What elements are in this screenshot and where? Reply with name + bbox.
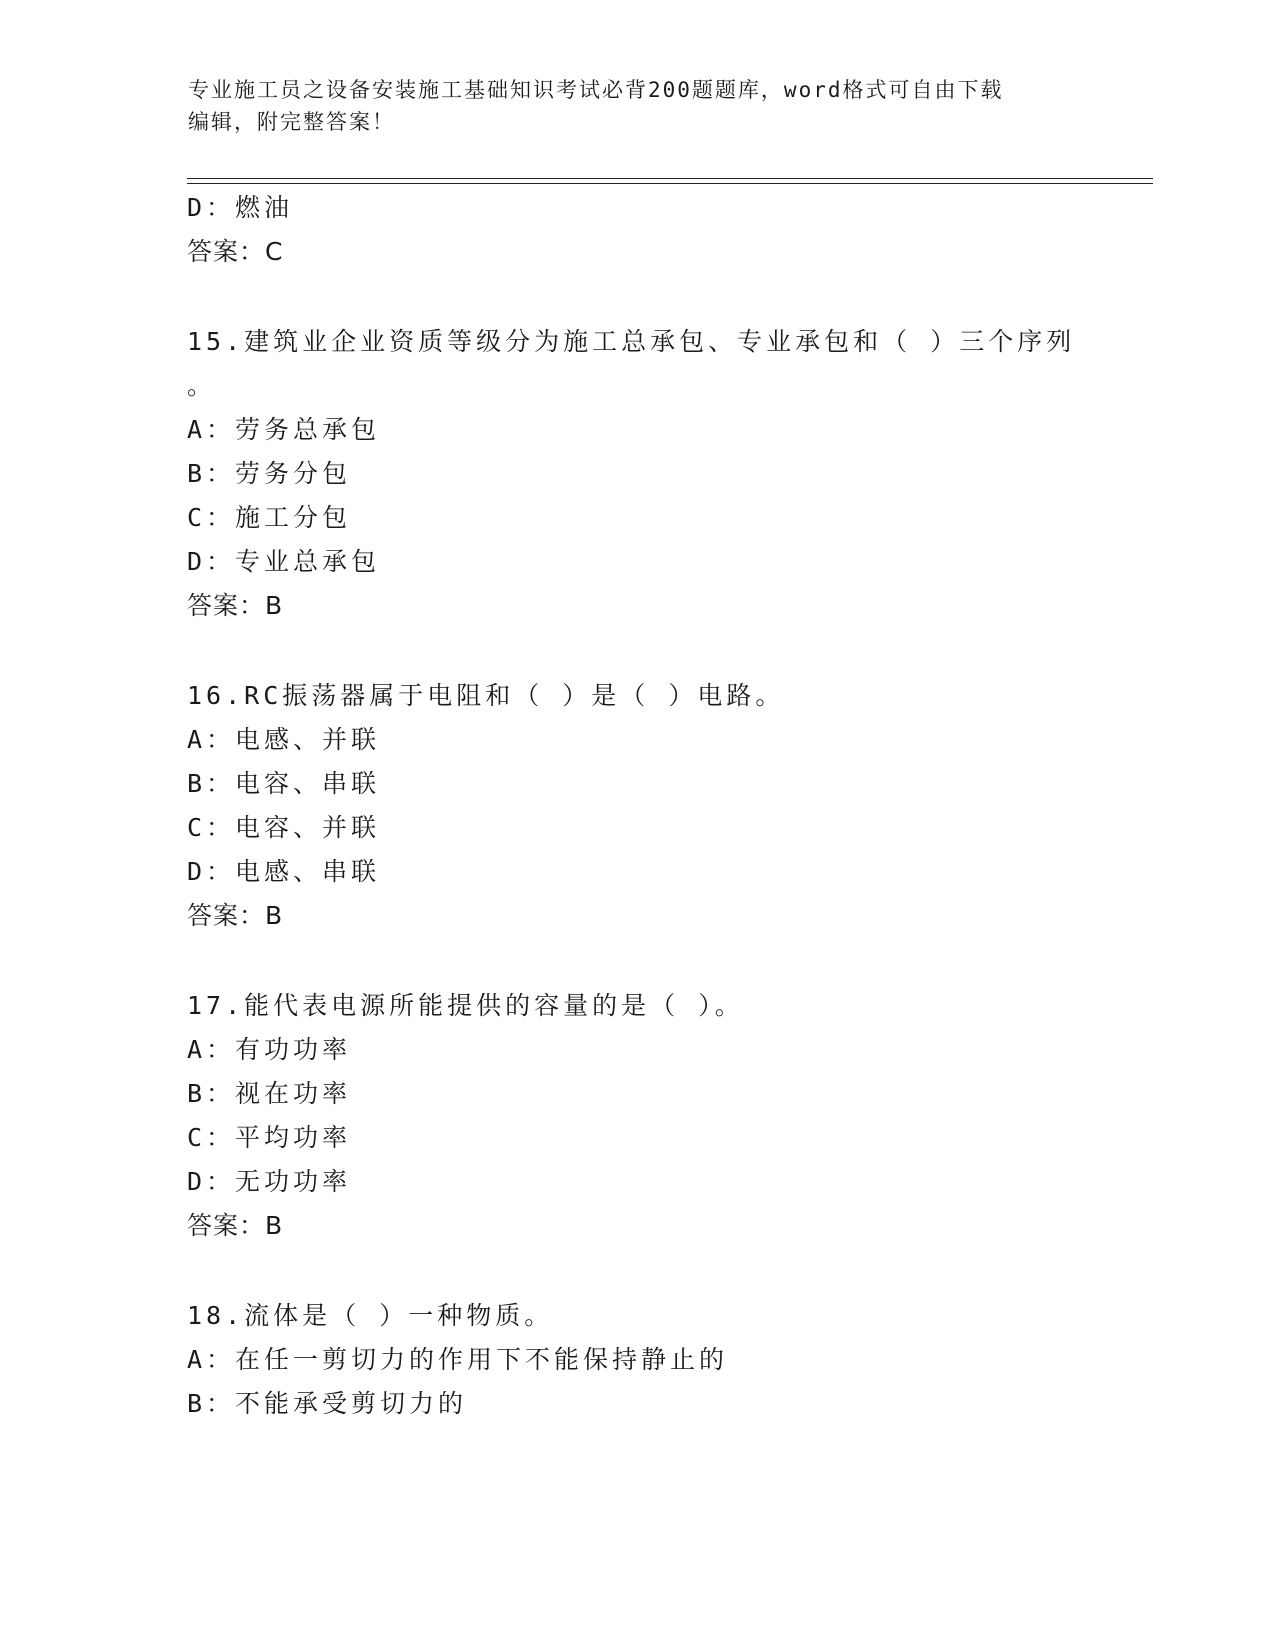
q15-option-a: A：劳务总承包 bbox=[187, 415, 381, 444]
header-title-line-2: 编辑，附完整答案！ bbox=[188, 110, 395, 134]
answer-value: C bbox=[265, 237, 283, 266]
q16-option-d: D：电感、串联 bbox=[187, 857, 381, 886]
q17-option-c: C：平均功率 bbox=[187, 1123, 352, 1152]
document-header bbox=[188, 74, 1078, 138]
prev-answer bbox=[187, 236, 282, 268]
answer-value: B bbox=[265, 901, 283, 930]
q16-stem: 16.RC振荡器属于电阻和（ ）是（ ）电路。 bbox=[187, 681, 785, 710]
q15-option-d: D：专业总承包 bbox=[187, 547, 381, 576]
q16-option-a: A：电感、并联 bbox=[187, 725, 381, 754]
q15-stem-continued: 。 bbox=[187, 371, 217, 400]
answer-label: 答案： bbox=[187, 237, 266, 266]
answer-label: 答案： bbox=[187, 901, 266, 930]
q16-option-b: B：电容、串联 bbox=[187, 769, 381, 798]
q17-stem: 17.能代表电源所能提供的容量的是（ ）。 bbox=[187, 991, 744, 1020]
header-divider-top bbox=[187, 178, 1153, 179]
q17-option-a: A：有功功率 bbox=[187, 1035, 352, 1064]
q17-option-b: B：视在功率 bbox=[187, 1079, 352, 1108]
q15-answer bbox=[187, 590, 282, 622]
q17-answer bbox=[187, 1210, 282, 1242]
answer-value: B bbox=[265, 1211, 283, 1240]
q18-stem: 18.流体是（ ）一种物质。 bbox=[187, 1301, 554, 1330]
answer-label: 答案： bbox=[187, 1211, 266, 1240]
header-divider-bottom bbox=[187, 183, 1153, 184]
prev-option-d: D：燃油 bbox=[187, 193, 294, 222]
answer-value: B bbox=[265, 591, 283, 620]
q17-option-d: D：无功功率 bbox=[187, 1167, 352, 1196]
header-title-line-1: 专业施工员之设备安装施工基础知识考试必背200题题库，word格式可自由下载 bbox=[188, 78, 1004, 102]
q18-option-b: B：不能承受剪切力的 bbox=[187, 1389, 468, 1418]
q15-option-b: B：劳务分包 bbox=[187, 459, 352, 488]
q16-answer bbox=[187, 900, 282, 932]
q18-option-a: A：在任一剪切力的作用下不能保持静止的 bbox=[187, 1345, 729, 1374]
q16-option-c: C：电容、并联 bbox=[187, 813, 381, 842]
answer-label: 答案： bbox=[187, 591, 266, 620]
q15-option-c: C：施工分包 bbox=[187, 503, 352, 532]
q15-stem: 15.建筑业企业资质等级分为施工总承包、专业承包和（ ）三个序列 bbox=[187, 327, 1076, 356]
